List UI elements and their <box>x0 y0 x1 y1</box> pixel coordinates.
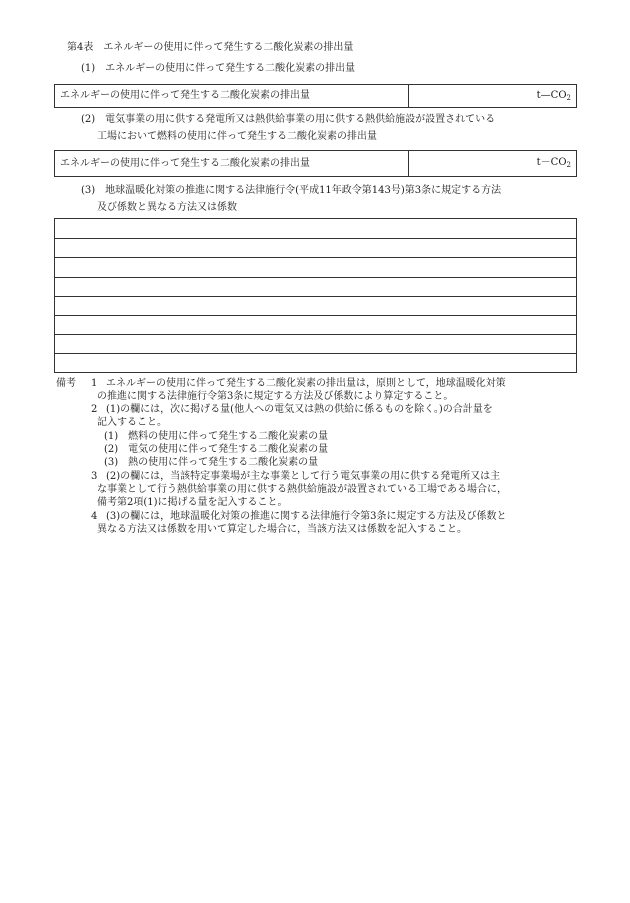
note4-line1: (3)の欄には，地球温暖化対策の推進に関する法律施行令第3条に規定する方法及び係数と <box>106 511 507 522</box>
section1-value-cell[interactable] <box>409 85 571 107</box>
note1-line1: エネルギーの使用に伴って発生する二酸化炭素の排出量は，原則として，地球温暖化対策 <box>106 378 506 389</box>
note2-line1: (1)の欄には，次に掲げる量(他人への電気又は熱の供給に係るものを除く。)の合計量を <box>106 404 493 415</box>
section3-heading-line1: (3) 地球温暖化対策の推進に関する法律施行令(平成11年政令第143号)第3条に規定する方法 <box>81 185 502 196</box>
section1-table <box>54 84 577 108</box>
note3-number: 3 <box>91 471 98 482</box>
section2-value-cell[interactable] <box>409 151 571 176</box>
section2-heading-line1: (2) 電気事業の用に供する発電所又は熱供給事業の用に供する熱供給施設が設置されている <box>81 114 496 125</box>
table-row-divider <box>55 277 576 278</box>
table-title: 第4表 エネルギーの使用に伴って発生する二酸化炭素の排出量 <box>67 42 354 53</box>
note1-line2: の推進に関する法律施行令第3条に規定する方法及び係数により算定すること。 <box>97 391 454 402</box>
note4-line2: 異なる方法又は係数を用いて算定した場合に，当該方法又は係数を記入すること。 <box>97 524 467 535</box>
note1-number: 1 <box>91 378 98 389</box>
section1-unit: $t—CO_2$ <box>536 89 571 102</box>
section2-row-label: エネルギーの使用に伴って発生する二酸化炭素の排出量 <box>60 157 310 169</box>
note3-line1: (2)の欄には，当該特定事業場が主な事業として行う電気事業の用に供する発電所又は主 <box>106 471 501 482</box>
note2-item: (1) 燃料の使用に伴って発生する二酸化炭素の量 <box>104 431 329 442</box>
note2-item: (2) 電気の使用に伴って発生する二酸化炭素の量 <box>104 444 329 455</box>
table-row-divider <box>55 257 576 258</box>
section1-row-label: エネルギーの使用に伴って発生する二酸化炭素の排出量 <box>60 90 310 101</box>
note2-number: 2 <box>91 404 98 415</box>
section3-heading-line2: 及び係数と異なる方法又は係数 <box>97 202 237 213</box>
table-row-divider <box>55 334 576 335</box>
note2-item: (3) 熱の使用に伴って発生する二酸化炭素の量 <box>104 457 319 468</box>
table-row-divider <box>55 315 576 316</box>
section2-table <box>54 150 577 177</box>
note2-line2: 記入すること。 <box>97 417 167 428</box>
section2-unit: $t-CO_2$ <box>536 157 571 169</box>
note4-number: 4 <box>91 511 98 522</box>
section3-table[interactable] <box>54 218 577 373</box>
table-row-divider <box>55 238 576 239</box>
table-row-divider <box>55 353 576 354</box>
table-row-divider <box>55 296 576 297</box>
note3-line2: な事業として行う熱供給事業の用に供する熱供給施設が設置されている工場である場合に， <box>97 484 507 495</box>
note3-line3: 備考第2項(1)に掲げる量を記入すること。 <box>97 497 288 508</box>
section2-heading-line2: 工場において燃料の使用に伴って発生する二酸化炭素の排出量 <box>97 131 377 142</box>
section1-heading: (1) エネルギーの使用に伴って発生する二酸化炭素の排出量 <box>81 63 356 74</box>
notes-label: 備考 <box>56 378 76 389</box>
